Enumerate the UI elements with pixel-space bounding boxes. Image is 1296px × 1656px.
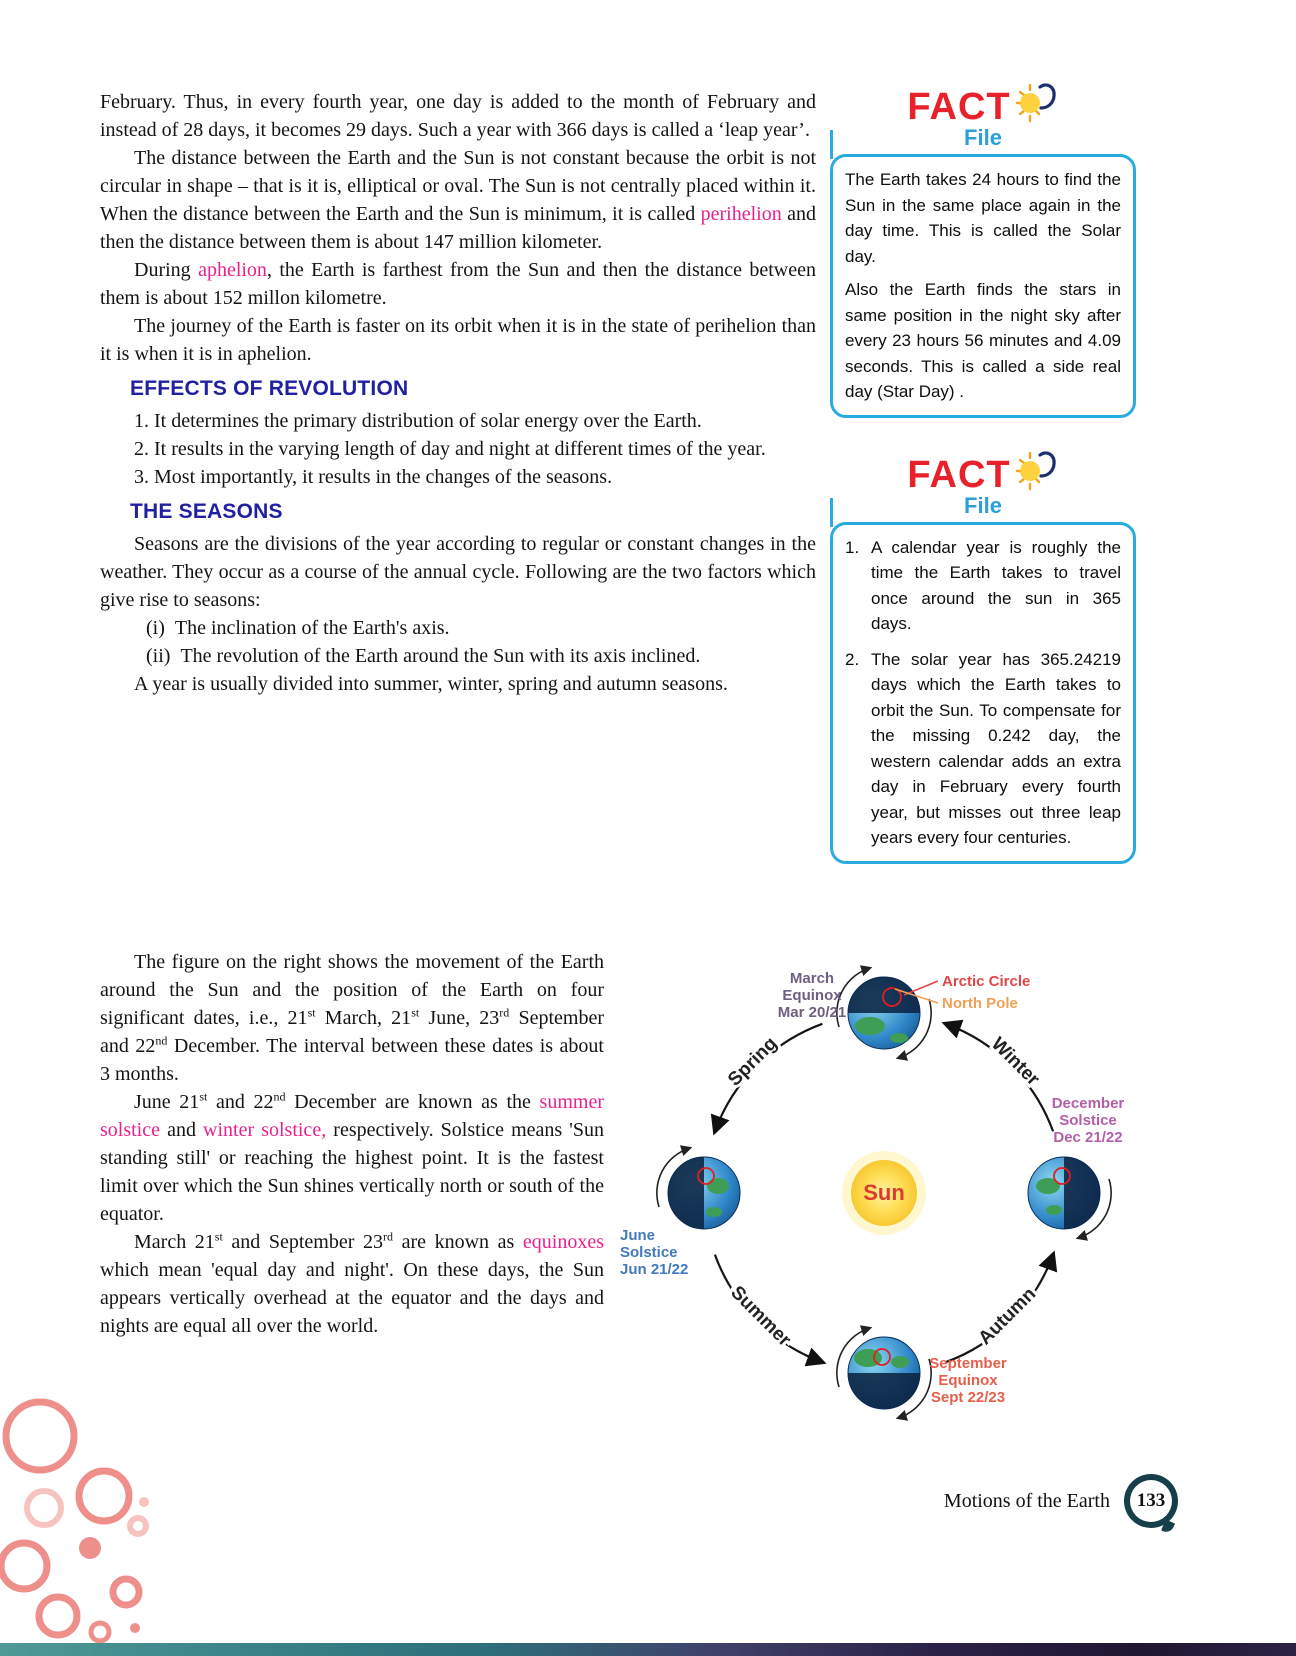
fact-item-number: 2. <box>845 649 860 669</box>
sun-icon <box>1013 81 1059 125</box>
svg-text:Equinox: Equinox <box>938 1372 998 1389</box>
svg-text:Jun 21/22: Jun 21/22 <box>620 1261 689 1278</box>
june-solstice-label <box>620 1227 688 1278</box>
effect-item-1: 1. It determines the primary distribution of solar energy over the Earth. <box>134 410 702 432</box>
earth-september-equinox <box>837 1328 931 1418</box>
effect-item-3: 3. Most importantly, it results in the changes of the seasons. <box>134 466 613 488</box>
fact-item-number: 1. <box>845 537 860 557</box>
fact-title: FACT <box>907 86 1011 128</box>
decorative-bubbles <box>0 1396 212 1646</box>
superscript: nd <box>273 1089 286 1104</box>
text-segment: February. Thus, in every fourth year, one day is added to the month of February and instead of 28 days, it becomes 29 days. Such a year with 366 days is called a ‘leap year’. <box>100 91 816 141</box>
fact-subtitle: File <box>964 492 1002 518</box>
fact-paragraph: Also the Earth finds the stars in same position in the night sky after every 23 hours 56 minutes and 4.09 seconds. This is called a side real day (Star Day) . <box>845 280 1121 401</box>
page-number-badge <box>1124 1474 1178 1528</box>
factor-label: (ii) <box>146 645 171 667</box>
paragraph-seasons-intro: Seasons are the divisions of the year according to regular or constant changes in the weather. They occur as a course of the annual cycle. Following are the two factors which give rise to seasons: <box>100 533 816 611</box>
text-segment: During <box>134 259 199 281</box>
fact-body <box>830 154 1136 418</box>
superscript: rd <box>499 1005 510 1020</box>
text-segment: March 21 <box>134 1231 215 1253</box>
superscript: st <box>214 1229 223 1244</box>
heading-the-seasons: THE SEASONS <box>130 500 283 523</box>
fact-file-header <box>830 88 1136 154</box>
superscript: rd <box>383 1229 393 1244</box>
fact-body <box>830 522 1136 864</box>
text-segment: The distance between the Earth and the Sun is not constant because the orbit is not circular in shape – that is it is, elliptical or oval. The Sun is not centrally placed within it. When the distance between the Earth and the Sun is minimum, it is called <box>100 147 816 225</box>
text-segment: , the Earth is farthest from the Sun and then the distance between them is about 152 millon kilometre. <box>100 259 817 309</box>
season-label-summer: Summer <box>726 1282 795 1351</box>
svg-text:September: September <box>929 1355 1007 1372</box>
fact-list-item <box>845 647 1121 851</box>
svg-text:December: December <box>1051 1095 1125 1112</box>
fact-list-item <box>845 535 1121 637</box>
earth-december-solstice <box>1028 1157 1111 1238</box>
fact-item-text: The solar year has 365.24219 days which the Earth takes to orbit the Sun. To compensate for the missing 0.242 day, the western calendar adds an extra day in February every fourth year, but misses out three leap years every four centuries. <box>871 649 1121 847</box>
season-label-autumn: Autumn <box>974 1283 1041 1350</box>
september-equinox-label <box>929 1355 1007 1406</box>
paragraph-equinox <box>100 1228 604 1340</box>
page-footer <box>944 1474 1178 1528</box>
fact-file-box-calendar-year <box>830 453 1136 864</box>
march-equinox-label <box>778 970 846 1021</box>
term-perihelion: perihelion <box>700 203 782 225</box>
arctic-circle-label: Arctic Circle <box>942 973 1031 990</box>
factor-label: (i) <box>146 617 165 639</box>
fact-file-box-solar-day <box>830 88 1136 418</box>
svg-text:Dec 21/22: Dec 21/22 <box>1053 1129 1123 1146</box>
fact-paragraph: The Earth takes 24 hours to find the Sun in the same place again in the day time. This is called the Solar day. <box>845 170 1121 266</box>
sun-swoosh <box>1040 85 1054 108</box>
superscript: nd <box>155 1033 168 1048</box>
bottom-gradient-bar <box>0 1643 1296 1656</box>
text-segment: are known as <box>393 1231 523 1253</box>
fact-subtitle: File <box>964 125 1002 150</box>
sun-label: Sun <box>863 1180 905 1205</box>
fact-file-rail <box>830 88 1136 940</box>
text-segment: which mean 'equal day and night'. On these days, the Sun appears vertically overhead at the equator and the days and nights are equal all over the world. <box>100 1259 604 1337</box>
december-solstice-label <box>1052 1095 1125 1146</box>
svg-text:Mar 20/21: Mar 20/21 <box>777 1004 847 1021</box>
earth-june-solstice <box>657 1148 740 1229</box>
superscript: st <box>411 1005 420 1020</box>
text-segment: respectively. Solstice means 'Sun standing still' or reaching the highest point. It is the fastest limit over which the Sun shines vertically north or south of the equator. <box>100 1119 604 1225</box>
season-label-spring: Spring <box>724 1033 782 1091</box>
text-segment: September and 22 <box>100 1007 604 1057</box>
north-pole-label: North Pole <box>942 995 1018 1012</box>
sun-icon <box>1013 449 1059 493</box>
text-segment: June 21 <box>134 1091 200 1113</box>
sun-disc <box>1020 93 1040 113</box>
svg-text:Equinox: Equinox <box>782 987 842 1004</box>
lower-section <box>100 940 1136 1453</box>
factor-text: The revolution of the Earth around the Sun with its axis inclined. <box>180 645 701 667</box>
text-segment: December. The interval between these dates is about 3 months. <box>100 1035 604 1085</box>
factor-text: The inclination of the Earth's axis. <box>174 617 450 639</box>
text-segment: December are known as the <box>285 1091 540 1113</box>
page-number: 133 <box>1130 1480 1172 1522</box>
paragraph-solstice <box>100 1088 604 1228</box>
chapter-title: Motions of the Earth <box>943 1489 1110 1512</box>
svg-text:March: March <box>789 970 835 987</box>
text-segment: and then the distance between them is about 147 million kilometer. <box>100 203 816 253</box>
superscript: st <box>307 1005 316 1020</box>
fact-item-text: A calendar year is roughly the time the Earth takes to travel once around the sun in 365 days. <box>871 537 1121 633</box>
earth-march-equinox <box>837 968 931 1058</box>
fact-title-line <box>907 88 1058 126</box>
text-segment: and 22 <box>207 1091 274 1113</box>
term-equinoxes: equinoxes <box>522 1231 604 1253</box>
orbit-diagram-svg <box>616 948 1136 1448</box>
heading-effects-of-revolution: EFFECTS OF REVOLUTION <box>130 377 409 400</box>
narrow-text-column <box>100 948 604 1453</box>
season-label-winter: Winter <box>986 1033 1044 1091</box>
term-winter-solstice: winter solstice, <box>203 1119 327 1141</box>
text-segment: June, 23 <box>419 1007 500 1029</box>
paragraph-year-divided: A year is usually divided into summer, winter, spring and autumn seasons. <box>134 673 728 695</box>
svg-text:Solstice: Solstice <box>1059 1112 1117 1129</box>
text-segment: and <box>160 1119 204 1141</box>
fact-title: FACT <box>907 453 1011 496</box>
text-segment: The journey of the Earth is faster on its orbit when it is in the state of perihelion than it is when it is in aphelion. <box>100 315 816 365</box>
term-summer-solstice: summer solstice <box>100 1091 604 1141</box>
svg-text:Solstice: Solstice <box>620 1244 678 1261</box>
fact-file-header <box>830 453 1136 522</box>
sun-swoosh <box>1040 453 1054 476</box>
effect-item-2: 2. It results in the varying length of day and night at different times of the year. <box>134 438 766 460</box>
paragraph-figure <box>100 948 604 1088</box>
superscript: st <box>199 1089 208 1104</box>
page-content <box>100 88 1136 1453</box>
sun <box>842 1151 926 1235</box>
text-segment: and September 23 <box>222 1231 383 1253</box>
svg-text:Sept 22/23: Sept 22/23 <box>930 1389 1006 1406</box>
term-aphelion: aphelion <box>198 259 267 281</box>
earth-revolution-diagram <box>616 948 1136 1453</box>
svg-text:June: June <box>620 1227 656 1244</box>
fact-title-line <box>907 453 1058 496</box>
text-segment: The figure on the right shows the movement of the Earth around the Sun and the position of the Earth on four significant dates, i.e., 21 <box>100 951 604 1029</box>
text-segment: March, 21 <box>315 1007 412 1029</box>
sun-disc <box>1020 461 1040 481</box>
